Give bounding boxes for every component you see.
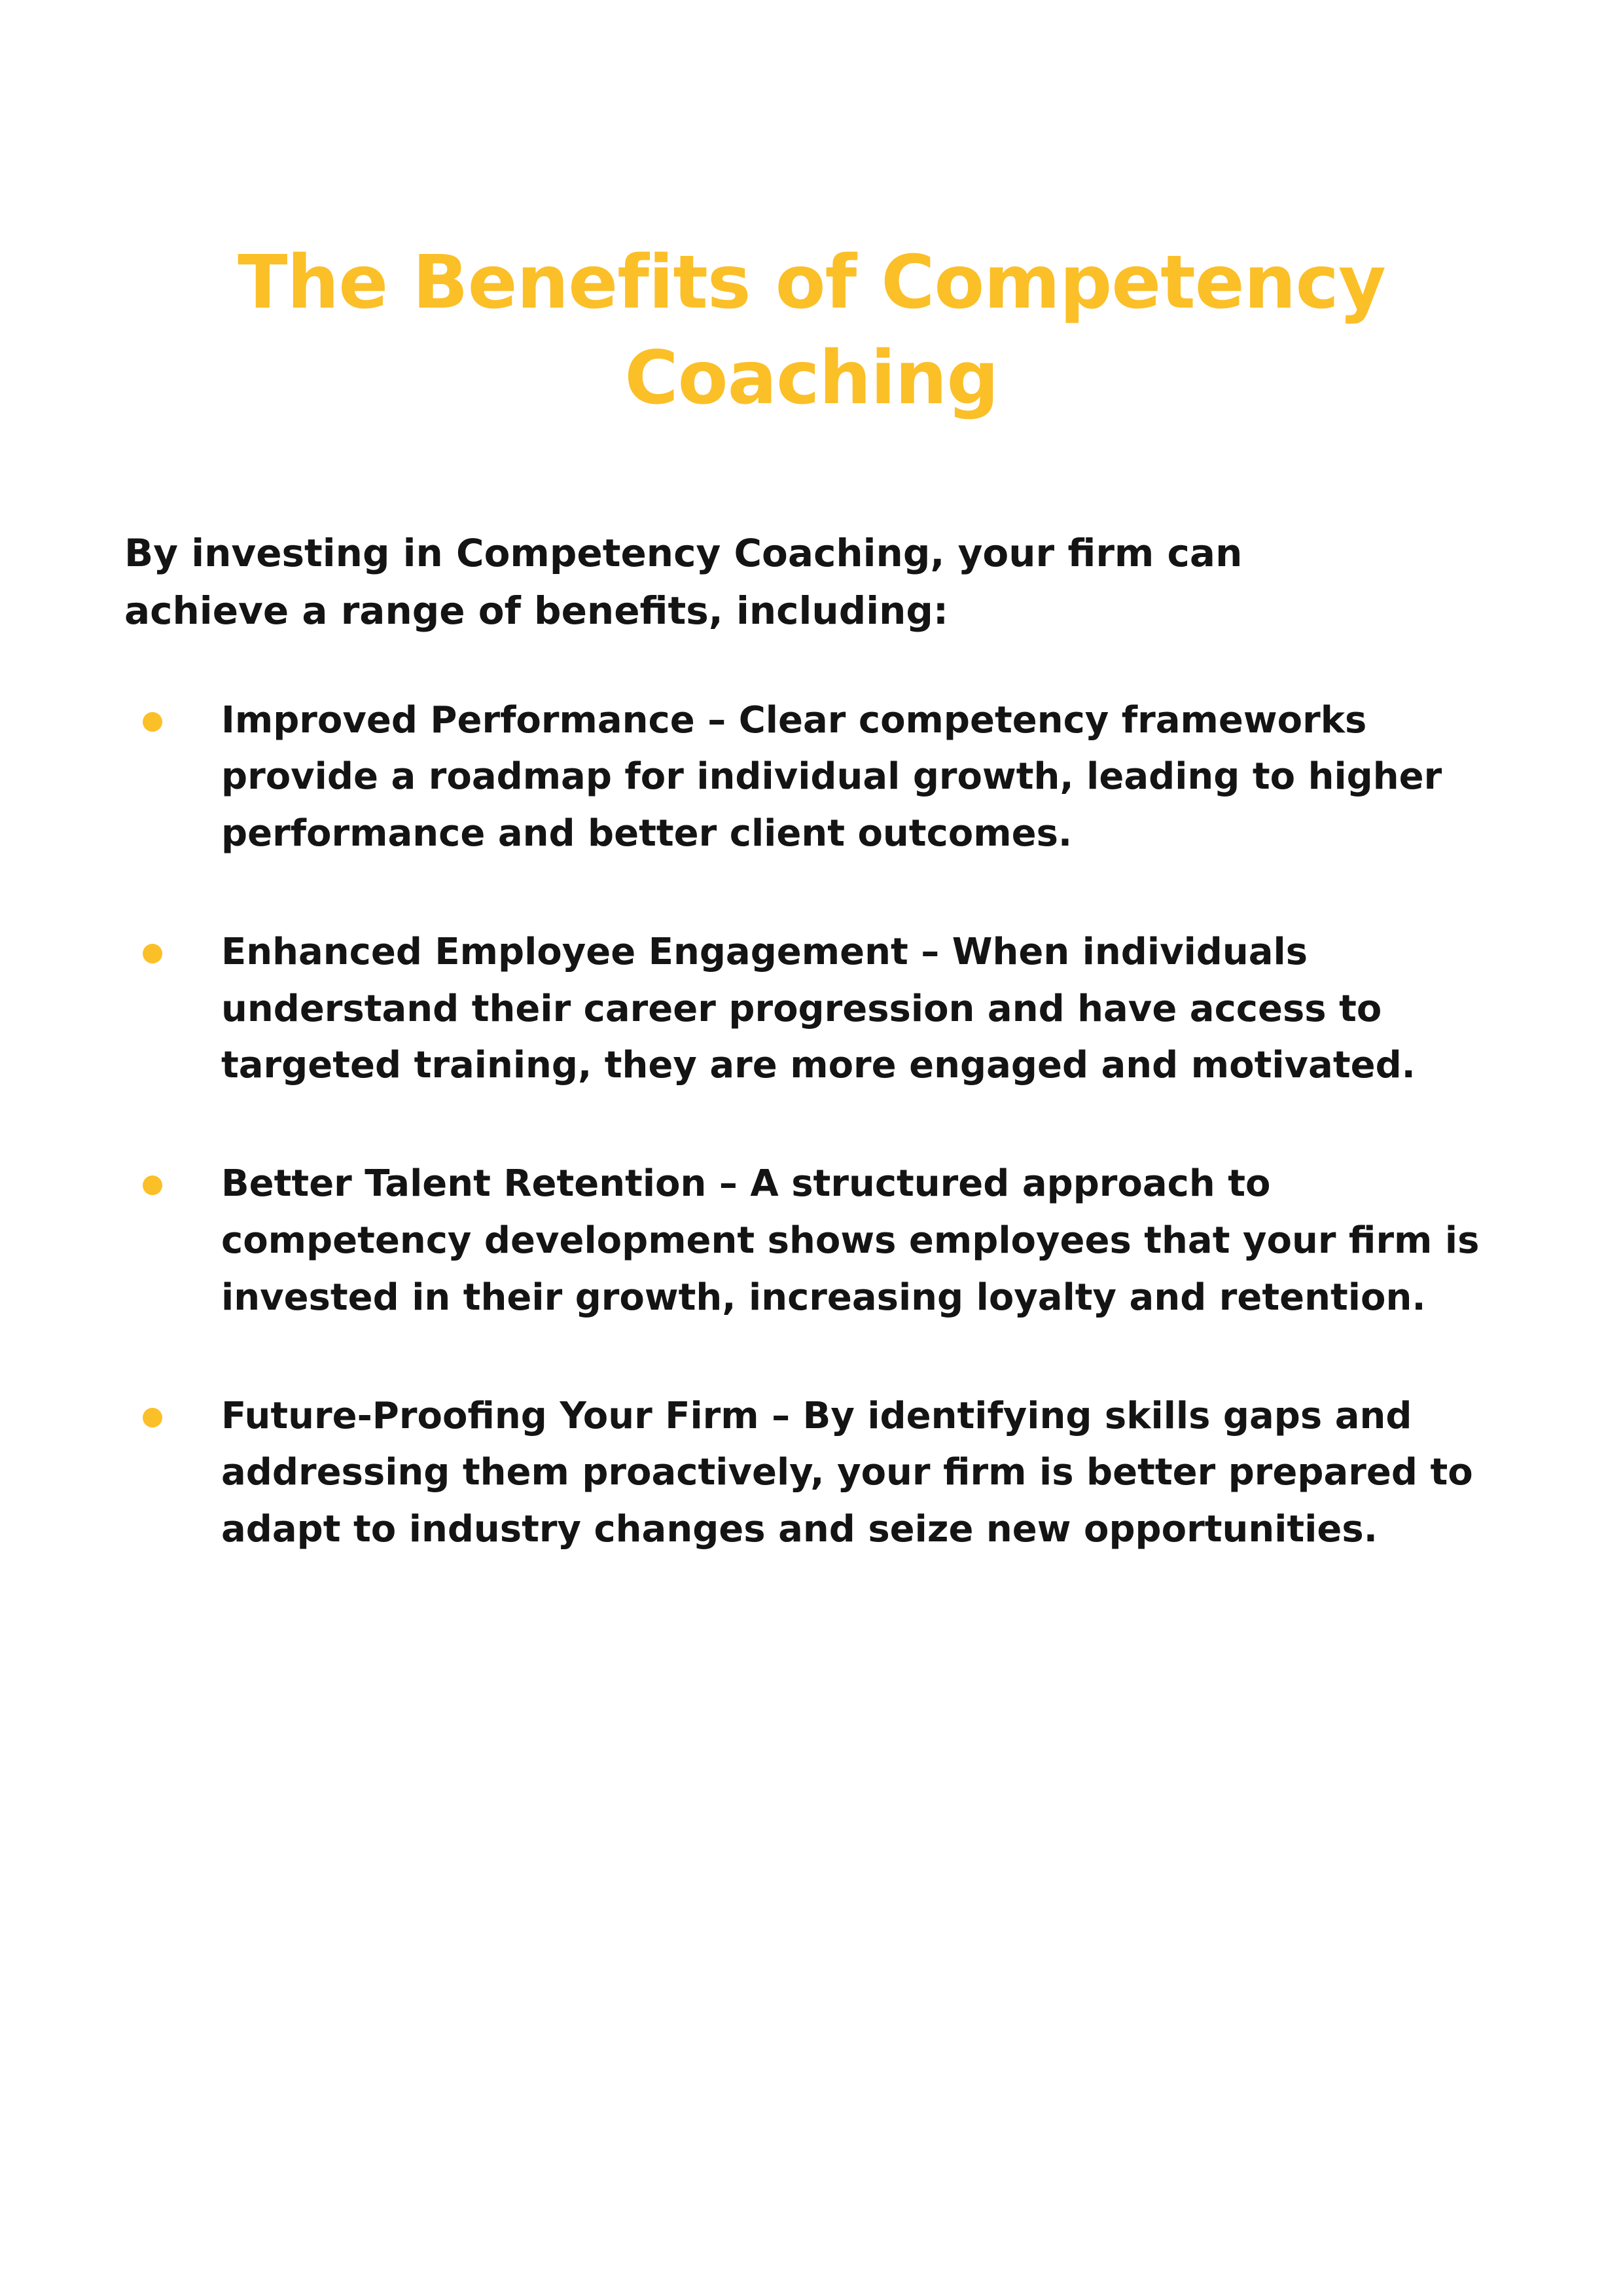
- list-item: [124, 692, 1499, 863]
- intro-paragraph: By investing in Competency Coaching, your firm can achieve a range of benefits, including:: [124, 531, 1243, 634]
- list-item-text: Better Talent Retention – A structured approach to competency development shows employees that your firm is invested in their growth, increasing loyalty and retention.: [221, 1162, 1480, 1319]
- page-title: The Benefits of Competency Coaching: [238, 240, 1385, 421]
- list-item-text: Future-Proofing Your Firm – By identifying skills gaps and addressing them proactively, your firm is better prepared to adapt to industry changes and seize new opportunities.: [221, 1394, 1473, 1551]
- bullet-dot-icon: [143, 1175, 162, 1195]
- list-item: [124, 1156, 1499, 1326]
- benefits-list: [124, 692, 1499, 1559]
- list-item-text: Improved Performance – Clear competency frameworks provide a roadmap for individual growth, leading to higher performance and better client outcomes.: [221, 698, 1442, 855]
- bullet-dot-icon: [143, 712, 162, 732]
- list-item: [124, 924, 1499, 1094]
- list-item: [124, 1388, 1499, 1558]
- bullet-dot-icon: [143, 944, 162, 963]
- list-item-text: Enhanced Employee Engagement – When individuals understand their career progression and have access to targeted training, they are more engaged and motivated.: [221, 930, 1416, 1087]
- bullet-dot-icon: [143, 1408, 162, 1427]
